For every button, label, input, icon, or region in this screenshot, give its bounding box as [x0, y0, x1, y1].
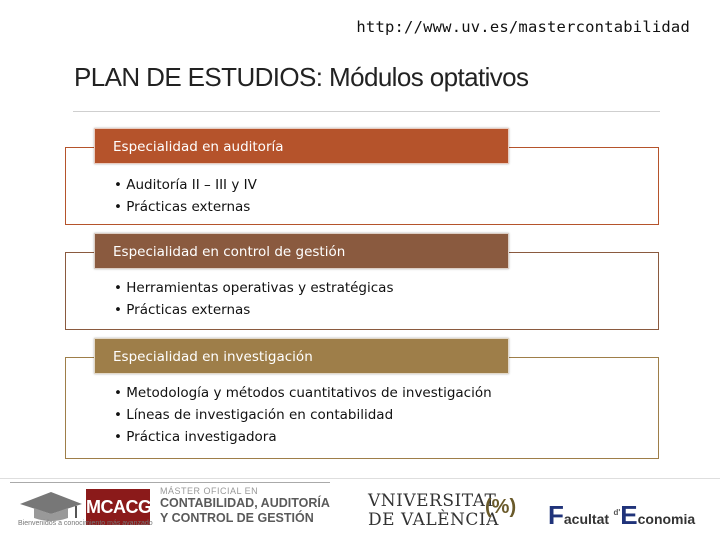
section-control-list: [114, 277, 393, 321]
fe-letter-f: F: [548, 500, 564, 530]
footer-accent-line: [10, 482, 330, 483]
slide-title: PLAN DE ESTUDIOS: Módulos optativos: [74, 62, 529, 92]
list-item: • Prácticas externas: [114, 299, 393, 321]
list-item: • Herramientas operativas y estratégicas: [114, 277, 393, 299]
master-line-1: CONTABILIDAD, AUDITORÍA: [160, 496, 330, 510]
fe-acultat: acultat: [563, 511, 610, 527]
fe-letter-e: E: [620, 500, 638, 530]
footer-divider: [0, 478, 720, 479]
section-investigacion-list: [114, 382, 492, 448]
uv-line-1: VNIVERSITAT: [368, 491, 497, 511]
uv-logo: [368, 492, 499, 530]
list-item: • Práctica investigadora: [114, 426, 492, 448]
section-auditoria-header: [94, 128, 509, 164]
title-divider: [73, 111, 660, 112]
mcacg-logo: [18, 486, 158, 536]
list-item: • Líneas de investigación en contabilidad: [114, 404, 492, 426]
master-line-2: Y CONTROL DE GESTIÓN: [160, 511, 314, 525]
facultat-economia-logo: [548, 500, 695, 531]
section-control-title: Especialidad en control de gestión: [113, 244, 346, 260]
list-item: • Auditoría II – III y IV: [114, 174, 257, 196]
graduation-cap-icon: [18, 490, 84, 524]
mcacg-tagline: Bienvenidos a conocimiento más avanzado: [18, 520, 153, 527]
uv-emblem-icon: (%): [485, 496, 517, 518]
uv-line-2: DE VALÈNCIA: [368, 510, 499, 530]
list-item: • Prácticas externas: [114, 196, 257, 218]
section-investigacion-header: [94, 338, 509, 374]
section-investigacion-title: Especialidad en investigación: [113, 349, 313, 365]
mcacg-wordmark: MCACG: [86, 489, 150, 525]
fe-conomia: conomia: [637, 511, 696, 527]
list-item: • Metodología y métodos cuantitativos de investigación: [114, 382, 492, 404]
master-title-block: [160, 486, 330, 526]
master-small-label: MÁSTER OFICIAL EN: [160, 486, 259, 496]
slide-url: http://www.uv.es/mastercontabilidad: [356, 18, 690, 36]
section-auditoria-title: Especialidad en auditoría: [113, 139, 284, 155]
section-control-header: [94, 233, 509, 269]
fe-d: d': [613, 508, 621, 517]
section-auditoria-list: [114, 174, 257, 218]
